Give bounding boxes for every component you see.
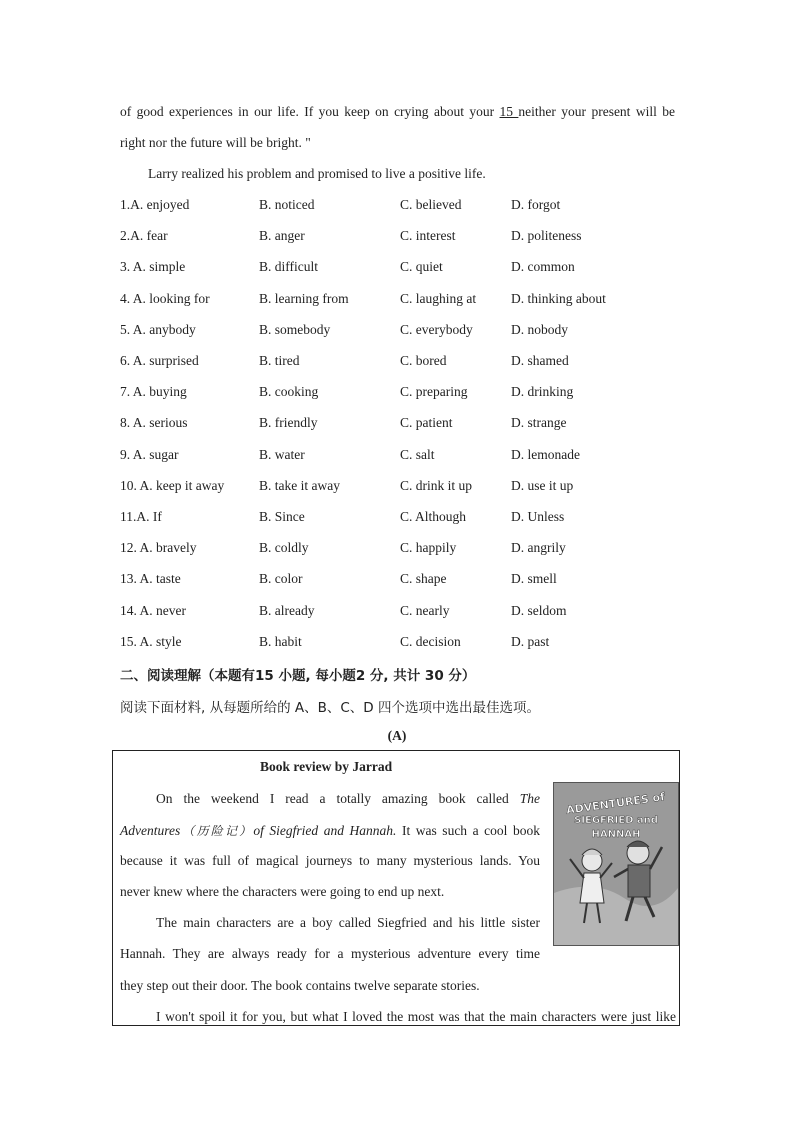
option-c: C. interest <box>400 228 456 244</box>
book-cover-image <box>553 782 679 946</box>
book-title-text: Adventures <box>120 823 181 838</box>
book-title-text: The <box>519 791 540 806</box>
option-c: C. laughing at <box>400 290 477 306</box>
option-d: D. drinking <box>511 384 574 400</box>
option-a: 2.A. fear <box>120 228 168 244</box>
option-c: C. Although <box>400 509 467 524</box>
option-d: D. forgot <box>511 197 561 212</box>
option-a: 14. A. never <box>120 602 186 618</box>
option-b: B. already <box>259 602 315 618</box>
option-b: B. take it away <box>259 477 340 493</box>
option-a: 3. A. simple <box>120 259 186 275</box>
option-c: C. believed <box>400 197 462 212</box>
book-title-text: of Siegfried and Hannah. <box>253 823 397 838</box>
option-c: C. nearly <box>400 602 450 618</box>
option-a: 15. A. style <box>120 633 182 649</box>
option-a: 12. A. bravely <box>120 540 197 556</box>
svg-text:HANNAH: HANNAH <box>591 829 641 840</box>
option-d: D. angrily <box>511 540 566 556</box>
review-text: On the weekend I read a totally amazing book called <box>156 791 520 806</box>
option-b: B. color <box>259 571 303 587</box>
option-d: D. use it up <box>511 477 574 493</box>
option-row <box>120 259 680 279</box>
option-row <box>120 197 680 217</box>
option-b: B. Since <box>259 509 305 524</box>
option-c: C. shape <box>400 571 447 587</box>
option-b: B. tired <box>259 353 300 368</box>
passage-line-1 <box>120 104 675 120</box>
option-b: B. water <box>259 446 305 462</box>
review-title: Book review by Jarrad <box>260 759 393 774</box>
option-d: D. politeness <box>511 228 582 244</box>
option-a: 11.A. If <box>120 509 162 524</box>
section-title: 二、阅读理解（本题有15 小题, 每小题2 分, 共计 30 分） <box>120 668 476 684</box>
review-line: Hannah. They are always ready for a mysterious adventure every time <box>120 946 540 961</box>
option-b: B. friendly <box>259 415 318 431</box>
option-c: C. salt <box>400 446 435 462</box>
option-a: 6. A. surprised <box>120 353 199 368</box>
option-b: B. coldly <box>259 540 309 556</box>
section-instruction: 阅读下面材料, 从每题所给的 A、B、C、D 四个选项中选出最佳选项。 <box>120 700 540 716</box>
passage-label: (A) <box>387 728 407 743</box>
review-line: I won't spoil it for you, but what I loved the most was that the main characters were just like <box>156 1009 676 1024</box>
option-row <box>120 571 680 591</box>
option-a: 13. A. taste <box>120 571 181 587</box>
option-row <box>120 291 680 311</box>
chinese-note: （历险记） <box>180 824 254 838</box>
option-b: B. learning from <box>259 290 349 306</box>
option-d: D. shamed <box>511 353 569 368</box>
option-d: D. lemonade <box>511 446 580 462</box>
option-row <box>120 228 680 248</box>
option-c: C. preparing <box>400 384 468 400</box>
option-a: 10. A. keep it away <box>120 477 225 493</box>
option-a: 7. A. buying <box>120 384 187 400</box>
option-row <box>120 509 680 529</box>
review-text: It was such a cool book <box>396 823 540 838</box>
option-c: C. decision <box>400 633 461 649</box>
option-d: D. strange <box>511 415 567 431</box>
review-line: The main characters are a boy called Siegfried and his little sister <box>156 915 540 930</box>
blank-15: 15 <box>499 104 519 119</box>
passage-line-2: right nor the future will be bright. " <box>120 135 311 150</box>
option-row <box>120 322 680 342</box>
option-a: 9. A. sugar <box>120 446 179 462</box>
option-c: C. bored <box>400 353 447 368</box>
option-d: D. nobody <box>511 321 568 337</box>
passage-line-3: Larry realized his problem and promised to live a positive life. <box>148 166 486 181</box>
option-d: D. past <box>511 633 550 649</box>
passage-text: of good experiences in our life. If you keep on crying about your <box>120 104 500 119</box>
option-c: C. quiet <box>400 259 443 275</box>
option-a: 4. A. looking for <box>120 290 210 306</box>
option-row <box>120 603 680 623</box>
option-a: 5. A. anybody <box>120 321 196 337</box>
option-row <box>120 478 680 498</box>
option-row <box>120 384 680 404</box>
option-d: D. smell <box>511 571 557 587</box>
option-b: B. cooking <box>259 384 319 400</box>
option-a: 8. A. serious <box>120 415 188 431</box>
review-line: because it was full of magical journeys to many mysterious lands. You <box>120 853 540 868</box>
option-b: B. somebody <box>259 321 331 337</box>
book-cover-illustration <box>554 783 678 945</box>
option-row <box>120 353 680 373</box>
passage-text: neither your present will be <box>518 104 675 119</box>
svg-text:SIEGFRIED and: SIEGFRIED and <box>574 815 658 826</box>
option-a: 1.A. enjoyed <box>120 197 190 212</box>
option-b: B. noticed <box>259 197 315 212</box>
option-row <box>120 540 680 560</box>
option-d: D. common <box>511 259 575 275</box>
option-row <box>120 447 680 467</box>
option-b: B. difficult <box>259 259 318 275</box>
option-d: D. seldom <box>511 602 567 618</box>
review-line: never knew where the characters were going to end up next. <box>120 884 445 899</box>
option-c: C. everybody <box>400 321 473 337</box>
review-line <box>156 791 540 807</box>
svg-text:ADVENTURES of: ADVENTURES of <box>565 790 666 817</box>
option-d: D. Unless <box>511 509 565 524</box>
review-line <box>120 822 540 839</box>
option-d: D. thinking about <box>511 290 606 306</box>
option-b: B. habit <box>259 633 302 649</box>
option-row <box>120 634 680 654</box>
option-c: C. happily <box>400 540 457 556</box>
option-b: B. anger <box>259 228 305 244</box>
option-c: C. patient <box>400 415 453 431</box>
option-row <box>120 415 680 435</box>
option-c: C. drink it up <box>400 477 473 493</box>
review-line: they step out their door. The book contains twelve separate stories. <box>120 978 480 993</box>
